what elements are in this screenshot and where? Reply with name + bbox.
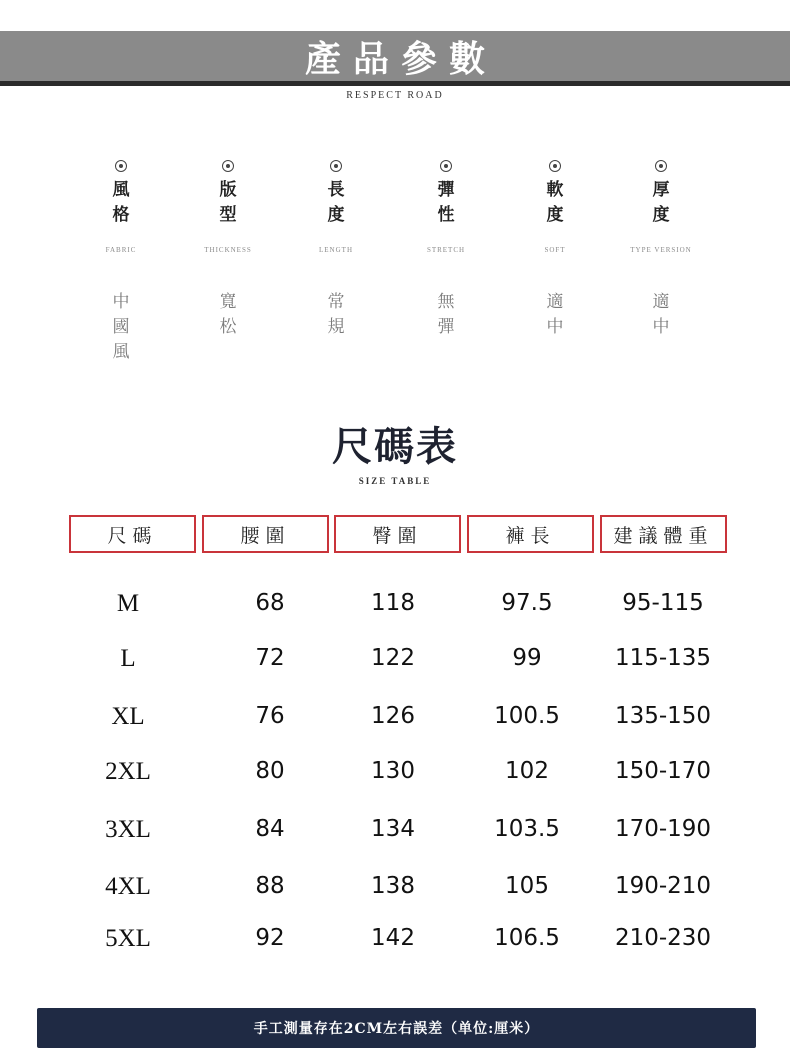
param-name: 風格: [112, 180, 130, 225]
param-english-label: LENGTH: [319, 246, 353, 254]
radio-dot-icon: [549, 160, 561, 172]
table-header-cell: 腰圍: [202, 515, 329, 553]
param-english-label: SOFT: [544, 246, 566, 254]
table-cell: 102: [505, 758, 549, 784]
table-cell: 122: [371, 645, 415, 671]
table-cell: 138: [371, 873, 415, 899]
size-label: 4XL: [105, 873, 151, 900]
page-subtitle: RESPECT ROAD: [346, 90, 444, 101]
param-name: 長度: [327, 180, 345, 225]
param-english-label: STRETCH: [426, 246, 466, 254]
param-value: 適中: [546, 292, 564, 337]
param-column: [606, 160, 716, 228]
table-cell: 97.5: [501, 590, 553, 616]
table-cell: 99: [512, 645, 542, 671]
table-cell: 126: [371, 703, 415, 729]
table-header-cell: 褲長: [467, 515, 594, 553]
size-table-title: 尺碼表: [332, 423, 458, 470]
param-name: 厚度: [652, 180, 670, 225]
table-cell: 103.5: [494, 816, 560, 842]
table-cell: 142: [371, 925, 415, 951]
table-cell: 76: [255, 703, 285, 729]
table-cell: 80: [255, 758, 285, 784]
table-cell: 135-150: [614, 703, 712, 729]
param-value: 寬松: [219, 292, 237, 337]
table-cell: 134: [371, 816, 415, 842]
table-cell: 68: [255, 590, 285, 616]
size-label: M: [116, 590, 140, 617]
table-cell: 92: [255, 925, 285, 951]
param-column: [281, 160, 391, 228]
param-value: 適中: [652, 292, 670, 337]
size-label: 5XL: [105, 925, 151, 952]
radio-dot-icon: [115, 160, 127, 172]
table-cell: 106.5: [494, 925, 560, 951]
size-label: 2XL: [105, 758, 151, 785]
table-cell: 150-170: [614, 758, 712, 784]
size-label: 3XL: [105, 816, 151, 843]
radio-dot-icon: [655, 160, 667, 172]
table-cell: 210-230: [614, 925, 712, 951]
param-column: [66, 160, 176, 228]
param-english-label: TYPE VERSION: [630, 246, 692, 254]
table-cell: 72: [255, 645, 285, 671]
param-name: 版型: [219, 180, 237, 225]
size-label: L: [120, 645, 136, 672]
table-cell: 170-190: [614, 816, 712, 842]
table-header-cell: 建議體重: [600, 515, 727, 553]
param-name: 彈性: [437, 180, 455, 225]
table-cell: 130: [371, 758, 415, 784]
param-english-label: THICKNESS: [204, 246, 252, 254]
table-cell: 95-115: [622, 590, 704, 616]
radio-dot-icon: [222, 160, 234, 172]
title-banner: [0, 31, 790, 86]
table-cell: 118: [371, 590, 415, 616]
measurement-note: 手工測量存在2CM左右誤差（单位:厘米）: [37, 1008, 756, 1048]
table-cell: 190-210: [614, 873, 712, 899]
param-value: 無彈: [437, 292, 455, 337]
table-cell: 115-135: [614, 645, 712, 671]
param-english-label: FABRIC: [105, 246, 137, 254]
param-column: [391, 160, 501, 228]
param-value: 常規: [327, 292, 345, 337]
table-cell: 105: [505, 873, 549, 899]
radio-dot-icon: [440, 160, 452, 172]
table-cell: 100.5: [494, 703, 560, 729]
page-title: 產品參數: [304, 37, 497, 80]
param-column: [173, 160, 283, 228]
param-value: 中國風: [112, 292, 130, 362]
table-cell: 84: [255, 816, 285, 842]
size-label: XL: [111, 703, 145, 730]
table-header-cell: 臀圍: [334, 515, 461, 553]
param-column: [500, 160, 610, 228]
size-table-subtitle: SIZE TABLE: [358, 476, 432, 486]
radio-dot-icon: [330, 160, 342, 172]
table-header-cell: 尺碼: [69, 515, 196, 553]
table-cell: 88: [255, 873, 285, 899]
param-name: 軟度: [546, 180, 564, 225]
